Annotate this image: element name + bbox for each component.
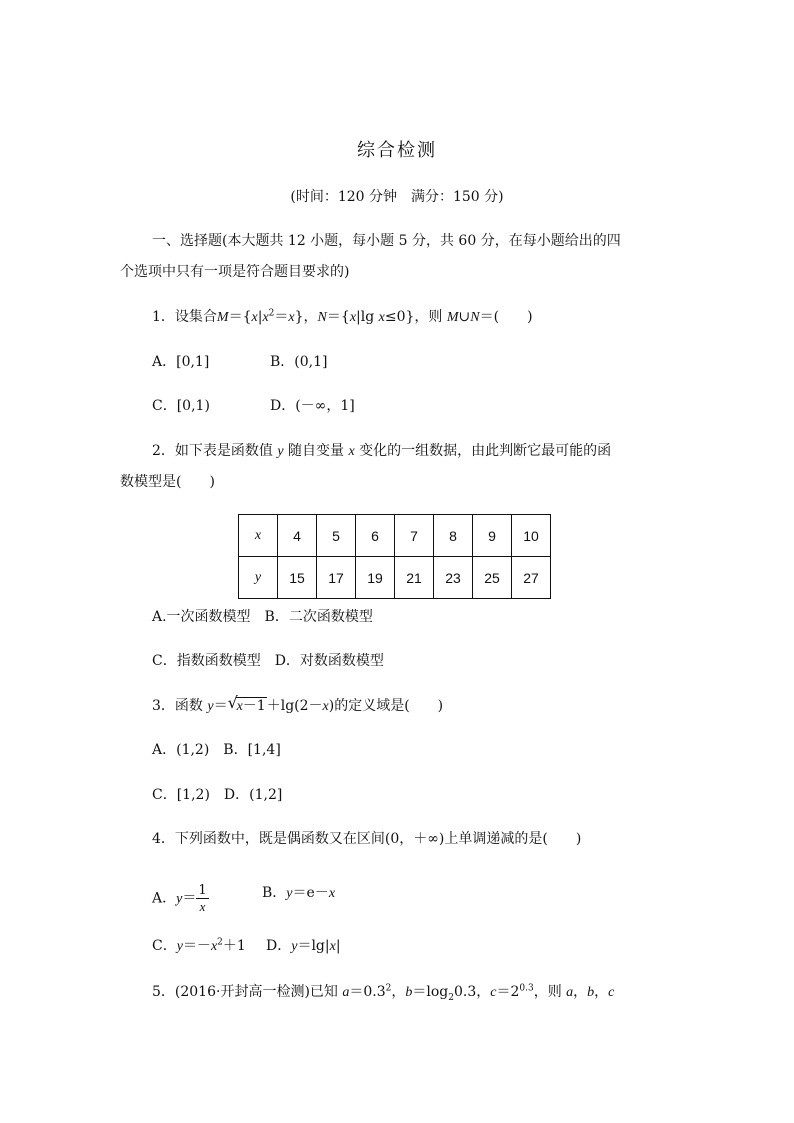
page-title: 综合检测 bbox=[357, 140, 437, 161]
question-2-options-cd: C．指数函数模型 D．对数函数模型 bbox=[152, 653, 384, 669]
square-root: √ x－1 bbox=[227, 693, 266, 714]
table-cell: 9 bbox=[473, 515, 512, 557]
table-cell: 8 bbox=[434, 515, 473, 557]
question-3-options-ab: A．(1,2) B．[1,4] bbox=[152, 742, 281, 758]
question-1-option-a: A．[0,1] bbox=[152, 354, 210, 370]
exam-info: (时间：120 分钟 满分：150 分) bbox=[290, 189, 504, 205]
table-cell: 4 bbox=[278, 515, 317, 557]
table-cell: 25 bbox=[473, 557, 512, 599]
table-row-x bbox=[239, 515, 551, 557]
fraction: $\frac{1}{x}$ bbox=[198, 883, 207, 914]
question-5-stem: 5．(2016·开封高一检测)已知 $a=0.3^2$，$b=\log_20.3$，$c=2^{0.3}$，则 a，b，c bbox=[152, 983, 615, 1003]
question-4-option-d: D．y＝lg|x| bbox=[266, 938, 341, 954]
table-header-y: y bbox=[239, 557, 278, 599]
section-heading-line-2: 个选项中只有一项是符合题目要求的) bbox=[120, 264, 350, 280]
question-4-option-c: C．$y=-x^2+1$ bbox=[152, 937, 246, 954]
table-cell: 21 bbox=[395, 557, 434, 599]
table-cell: 17 bbox=[317, 557, 356, 599]
section-heading-line-1: 一、选择题(本大题共 12 小题，每小题 5 分，共 60 分，在每小题给出的四 bbox=[152, 233, 621, 249]
table-header-x: x bbox=[239, 515, 278, 557]
question-2-stem-line-2: 数模型是( ) bbox=[120, 474, 215, 490]
table-cell: 5 bbox=[317, 515, 356, 557]
question-1-option-b: B．(0,1] bbox=[270, 354, 328, 370]
question-1-option-d: D．(－∞，1] bbox=[270, 398, 355, 414]
question-1-option-c: C．[0,1) bbox=[152, 398, 210, 414]
question-3-stem: 3．函数 y＝ √ x－1＋lg(2－x)的定义域是( ) bbox=[152, 696, 443, 717]
table-cell: 10 bbox=[512, 515, 551, 557]
table-cell: 27 bbox=[512, 557, 551, 599]
table-cell: 7 bbox=[395, 515, 434, 557]
question-2-options-ab: A.一次函数模型 B．二次函数模型 bbox=[152, 609, 373, 625]
question-4-option-a: A．y＝ $\frac{1}{x}$ bbox=[152, 883, 207, 914]
question-4-stem: 4．下列函数中，既是偶函数又在区间(0，＋∞)上单调递减的是( ) bbox=[152, 831, 582, 847]
question-2-stem-line-1: 2．如下表是函数值 y 随自变量 x 变化的一组数据，由此判断它最可能的函 bbox=[152, 443, 612, 459]
table-row-y bbox=[239, 557, 551, 599]
question-4-option-b: B．y＝e－x bbox=[262, 885, 336, 901]
data-table bbox=[238, 514, 551, 599]
question-1-stem: 1．设集合$M=\{x|x^2=x\}$，N＝{x|lg x≤0}，则 M∪N＝( ) bbox=[152, 308, 533, 325]
table-cell: 6 bbox=[356, 515, 395, 557]
table-cell: 15 bbox=[278, 557, 317, 599]
table-cell: 23 bbox=[434, 557, 473, 599]
table-cell: 19 bbox=[356, 557, 395, 599]
question-3-options-cd: C．[1,2) D．(1,2] bbox=[152, 787, 283, 803]
